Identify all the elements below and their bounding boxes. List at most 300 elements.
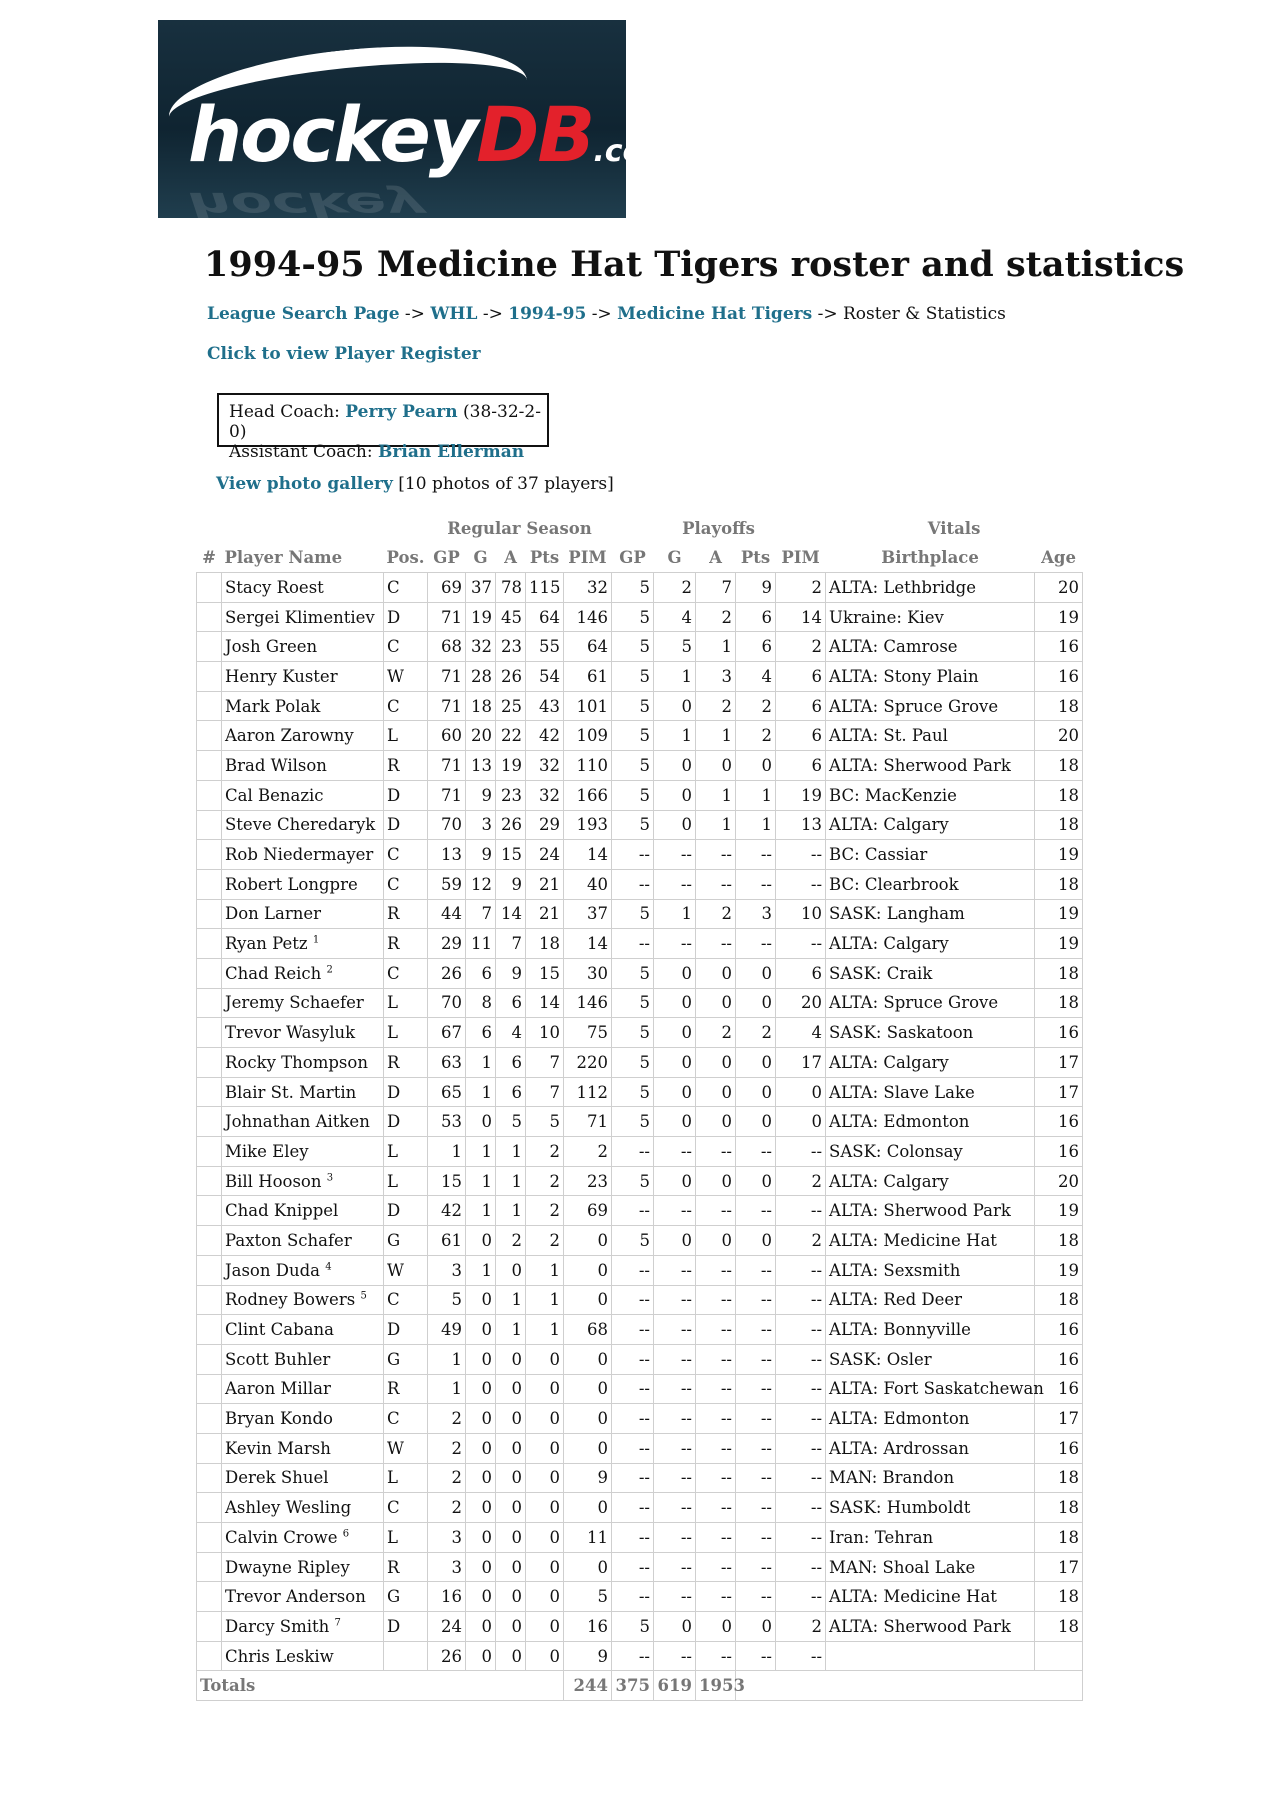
- table-row: [197, 721, 1083, 751]
- column-header[interactable]: Pts: [529, 548, 560, 567]
- player-name-cell[interactable]: [222, 1285, 384, 1315]
- birthplace-cell: MAN: Shoal Lake: [826, 1552, 1035, 1582]
- stat-cell: 3: [736, 899, 776, 929]
- stat-cell: 55: [526, 632, 564, 662]
- player-name[interactable]: Derek Shuel: [225, 1468, 329, 1488]
- player-name[interactable]: Kevin Marsh: [225, 1438, 331, 1458]
- birthplace-cell: ALTA: Lethbridge: [826, 573, 1035, 603]
- stat-cell: 0: [466, 1612, 496, 1642]
- player-name[interactable]: Rocky Thompson: [225, 1052, 368, 1072]
- birthplace-cell: SASK: Craik: [826, 958, 1035, 988]
- stat-cell: 32: [526, 780, 564, 810]
- age-cell: 19: [1035, 929, 1083, 959]
- stat-cell: 14: [496, 899, 526, 929]
- stat-cell: --: [696, 1137, 736, 1167]
- age-cell: 18: [1035, 1226, 1083, 1256]
- column-header[interactable]: G: [667, 548, 682, 567]
- stat-cell: --: [612, 1374, 654, 1404]
- stat-cell: --: [612, 1523, 654, 1553]
- age-cell: 18: [1035, 810, 1083, 840]
- row-number: [197, 988, 222, 1018]
- stat-cell: --: [776, 929, 826, 959]
- stat-cell: 2: [776, 1226, 826, 1256]
- birthplace-cell: ALTA: Stony Plain: [826, 662, 1035, 692]
- stat-cell: 43: [526, 691, 564, 721]
- stat-cell: 0: [736, 1226, 776, 1256]
- stat-cell: 1: [696, 721, 736, 751]
- player-name-cell[interactable]: [222, 632, 384, 662]
- stat-cell: --: [776, 1433, 826, 1463]
- table-row: [197, 1077, 1083, 1107]
- player-name-cell[interactable]: [222, 1077, 384, 1107]
- stat-cell: --: [654, 929, 696, 959]
- player-name-cell[interactable]: [222, 988, 384, 1018]
- stat-cell: 2: [736, 1018, 776, 1048]
- stat-cell: 0: [564, 1344, 612, 1374]
- row-number: [197, 602, 222, 632]
- player-name-cell[interactable]: [222, 1315, 384, 1345]
- player-name-cell[interactable]: [222, 602, 384, 632]
- stat-cell: 14: [526, 988, 564, 1018]
- stat-cell: 1: [736, 810, 776, 840]
- stat-cell: 112: [564, 1077, 612, 1107]
- stat-cell: 4: [654, 602, 696, 632]
- stat-cell: 22: [496, 721, 526, 751]
- group-vitals: Vitals: [927, 519, 981, 538]
- birthplace-cell: ALTA: Red Deer: [826, 1285, 1035, 1315]
- stat-cell: 0: [466, 1552, 496, 1582]
- stat-cell: 0: [564, 1493, 612, 1523]
- birthplace-cell: [826, 1641, 1035, 1671]
- stat-cell: 9: [496, 958, 526, 988]
- player-name[interactable]: Trevor Anderson: [225, 1587, 366, 1607]
- player-name-cell[interactable]: [222, 1374, 384, 1404]
- player-name[interactable]: Mark Polak: [225, 696, 321, 716]
- birthplace-cell: ALTA: Camrose: [826, 632, 1035, 662]
- player-name[interactable]: Mike Eley: [225, 1141, 309, 1161]
- stat-cell: 6: [776, 958, 826, 988]
- stat-cell: 2: [776, 1612, 826, 1642]
- player-name[interactable]: Dwayne Ripley: [225, 1557, 350, 1577]
- table-row: [197, 632, 1083, 662]
- row-number: [197, 662, 222, 692]
- stat-cell: --: [654, 1315, 696, 1345]
- player-name[interactable]: Jeremy Schaefer: [225, 993, 364, 1013]
- table-row: [197, 573, 1083, 603]
- stat-cell: 32: [466, 632, 496, 662]
- stat-cell: 63: [428, 1048, 466, 1078]
- stat-cell: --: [736, 1433, 776, 1463]
- stat-cell: --: [776, 1196, 826, 1226]
- position-cell: R: [384, 1374, 428, 1404]
- player-name-cell[interactable]: [222, 958, 384, 988]
- player-name[interactable]: Blair St. Martin: [225, 1082, 357, 1102]
- stat-cell: --: [696, 1641, 736, 1671]
- position-cell: R: [384, 751, 428, 781]
- stat-cell: 0: [496, 1641, 526, 1671]
- assistant-coach-link[interactable]: Brian Ellerman: [378, 442, 525, 462]
- stat-cell: 0: [736, 1048, 776, 1078]
- stat-cell: 6: [466, 958, 496, 988]
- stat-cell: --: [736, 1137, 776, 1167]
- age-cell: 20: [1035, 1166, 1083, 1196]
- player-name-cell[interactable]: [222, 1344, 384, 1374]
- stat-cell: 0: [696, 751, 736, 781]
- player-name[interactable]: Henry Kuster: [225, 666, 338, 686]
- player-name[interactable]: Stacy Roest: [225, 577, 324, 597]
- stat-cell: --: [776, 1641, 826, 1671]
- column-header[interactable]: GP: [433, 548, 460, 567]
- stat-cell: 0: [696, 1077, 736, 1107]
- stat-cell: 0: [564, 1374, 612, 1404]
- player-name-cell[interactable]: [222, 1463, 384, 1493]
- stat-cell: 0: [696, 958, 736, 988]
- stat-cell: 2: [776, 632, 826, 662]
- row-number: [197, 721, 222, 751]
- stat-cell: --: [736, 1493, 776, 1523]
- age-cell: 18: [1035, 1493, 1083, 1523]
- stat-cell: 0: [526, 1582, 564, 1612]
- table-row: [197, 1107, 1083, 1137]
- position-cell: C: [384, 1404, 428, 1434]
- birthplace-cell: Ukraine: Kiev: [826, 602, 1035, 632]
- stat-cell: 2: [496, 1226, 526, 1256]
- stat-cell: 42: [526, 721, 564, 751]
- player-name-cell[interactable]: [222, 1107, 384, 1137]
- stat-cell: --: [696, 1493, 736, 1523]
- column-header[interactable]: Pos.: [386, 548, 425, 567]
- row-number: [197, 632, 222, 662]
- player-name[interactable]: Sergei Klimentiev: [225, 607, 375, 627]
- row-number: [197, 691, 222, 721]
- breadcrumb-season[interactable]: 1994-95: [508, 304, 587, 324]
- stat-cell: 0: [564, 1285, 612, 1315]
- player-name[interactable]: Trevor Wasyluk: [225, 1023, 356, 1043]
- stat-cell: 24: [526, 840, 564, 870]
- player-name-cell[interactable]: [222, 1048, 384, 1078]
- player-name[interactable]: Clint Cabana: [225, 1320, 335, 1340]
- column-header[interactable]: PIM: [568, 548, 607, 567]
- stat-cell: 5: [612, 1048, 654, 1078]
- stat-cell: --: [736, 1196, 776, 1226]
- player-name-cell[interactable]: [222, 1226, 384, 1256]
- table-row: [197, 899, 1083, 929]
- player-name-cell[interactable]: [222, 573, 384, 603]
- stat-cell: 2: [696, 602, 736, 632]
- table-row: [197, 988, 1083, 1018]
- column-header[interactable]: Pts: [740, 548, 771, 567]
- stat-cell: 0: [496, 1433, 526, 1463]
- stat-cell: 1: [696, 810, 736, 840]
- birthplace-cell: ALTA: Sherwood Park: [826, 751, 1035, 781]
- birthplace-cell: ALTA: Bonnyville: [826, 1315, 1035, 1345]
- page-title: 1994-95 Medicine Hat Tigers roster and statistics: [204, 244, 1185, 285]
- stat-cell: 68: [564, 1315, 612, 1345]
- stat-cell: 1: [654, 899, 696, 929]
- player-name-cell[interactable]: [222, 1552, 384, 1582]
- stat-cell: 40: [564, 869, 612, 899]
- stat-cell: 67: [428, 1018, 466, 1048]
- stat-cell: 9: [564, 1641, 612, 1671]
- stat-cell: --: [612, 1552, 654, 1582]
- footnote-marker: 7: [334, 1617, 341, 1629]
- player-name[interactable]: Brad Wilson: [225, 755, 327, 775]
- position-cell: G: [384, 1226, 428, 1256]
- row-number: [197, 1463, 222, 1493]
- player-name[interactable]: Calvin Crowe: [225, 1527, 338, 1547]
- player-name[interactable]: Don Larner: [225, 904, 321, 924]
- footnote-marker: 3: [326, 1172, 334, 1184]
- column-header[interactable]: Birthplace: [881, 548, 979, 567]
- stat-cell: 0: [736, 751, 776, 781]
- player-name[interactable]: Chris Leskiw: [225, 1646, 334, 1666]
- player-name[interactable]: Chad Reich: [225, 963, 322, 983]
- player-register-link[interactable]: Click to view Player Register: [207, 344, 481, 364]
- position-cell: D: [384, 1107, 428, 1137]
- stat-cell: 2: [696, 1018, 736, 1048]
- age-cell: 18: [1035, 1612, 1083, 1642]
- player-name-cell[interactable]: [222, 780, 384, 810]
- stat-cell: 0: [654, 810, 696, 840]
- player-name[interactable]: Steve Cheredaryk: [225, 815, 376, 835]
- age-cell: 18: [1035, 1285, 1083, 1315]
- position-cell: C: [384, 840, 428, 870]
- stat-cell: 0: [654, 1018, 696, 1048]
- stat-cell: --: [736, 1582, 776, 1612]
- column-header[interactable]: A: [504, 548, 517, 567]
- player-name[interactable]: Aaron Millar: [225, 1379, 331, 1399]
- stat-cell: 0: [466, 1463, 496, 1493]
- birthplace-cell: Iran: Tehran: [826, 1523, 1035, 1553]
- player-name[interactable]: Ryan Petz: [225, 934, 308, 954]
- stat-cell: 23: [496, 632, 526, 662]
- player-name-cell[interactable]: [222, 1612, 384, 1642]
- age-cell: 16: [1035, 1137, 1083, 1167]
- row-number: [197, 1374, 222, 1404]
- column-header[interactable]: PIM: [781, 548, 820, 567]
- stat-cell: 5: [612, 1612, 654, 1642]
- breadcrumb-team[interactable]: Medicine Hat Tigers: [617, 304, 813, 324]
- coach-box: Head Coach: Perry Pearn (38-32-2-0) Assistant Coach: Brian Ellerman: [217, 393, 549, 447]
- position-cell: D: [384, 810, 428, 840]
- stat-cell: 61: [564, 662, 612, 692]
- player-name-cell[interactable]: [222, 899, 384, 929]
- player-name[interactable]: Aaron Zarowny: [225, 726, 354, 746]
- stat-cell: 26: [496, 662, 526, 692]
- player-name[interactable]: Bryan Kondo: [225, 1409, 333, 1429]
- player-name-cell[interactable]: [222, 1404, 384, 1434]
- stat-cell: 15: [526, 958, 564, 988]
- table-row: [197, 1285, 1083, 1315]
- column-header[interactable]: Player Name: [224, 548, 343, 567]
- stat-cell: 1: [526, 1315, 564, 1345]
- age-cell: 20: [1035, 721, 1083, 751]
- position-cell: C: [384, 632, 428, 662]
- stat-cell: 0: [496, 1582, 526, 1612]
- stat-cell: 0: [526, 1463, 564, 1493]
- stat-cell: 8: [466, 988, 496, 1018]
- player-name-cell[interactable]: [222, 1137, 384, 1167]
- player-name[interactable]: Paxton Schafer: [225, 1230, 352, 1250]
- column-header[interactable]: GP: [619, 548, 646, 567]
- position-cell: R: [384, 1048, 428, 1078]
- stat-cell: 0: [526, 1612, 564, 1642]
- player-name[interactable]: Scott Buhler: [225, 1349, 331, 1369]
- player-name[interactable]: Rob Niedermayer: [225, 845, 374, 865]
- player-name-cell[interactable]: [222, 662, 384, 692]
- player-name[interactable]: Johnathan Aitken: [225, 1112, 370, 1132]
- stat-cell: 68: [428, 632, 466, 662]
- stat-cell: --: [736, 840, 776, 870]
- stat-cell: 5: [612, 958, 654, 988]
- stat-cell: 3: [428, 1552, 466, 1582]
- player-name-cell[interactable]: [222, 1018, 384, 1048]
- stat-cell: 146: [564, 602, 612, 632]
- stat-cell: 26: [496, 810, 526, 840]
- stat-cell: --: [612, 1433, 654, 1463]
- player-name-cell[interactable]: [222, 1523, 384, 1553]
- site-logo[interactable]: [158, 20, 675, 226]
- stat-cell: 0: [654, 691, 696, 721]
- player-name-cell[interactable]: [222, 721, 384, 751]
- stat-cell: 37: [466, 573, 496, 603]
- birthplace-cell: ALTA: Edmonton: [826, 1404, 1035, 1434]
- player-name[interactable]: Jason Duda: [225, 1260, 320, 1280]
- row-number: [197, 1493, 222, 1523]
- stat-cell: 14: [564, 840, 612, 870]
- stat-cell: 0: [496, 1255, 526, 1285]
- stat-cell: --: [736, 929, 776, 959]
- column-header[interactable]: G: [473, 548, 488, 567]
- row-number: [197, 1196, 222, 1226]
- stat-cell: --: [696, 1196, 736, 1226]
- stat-cell: 2: [776, 573, 826, 603]
- row-number: [197, 958, 222, 988]
- player-name-cell[interactable]: [222, 929, 384, 959]
- player-name[interactable]: Bill Hooson: [225, 1171, 322, 1191]
- stat-cell: 2: [428, 1493, 466, 1523]
- stat-cell: 25: [496, 691, 526, 721]
- stat-cell: --: [612, 1641, 654, 1671]
- column-header[interactable]: #: [202, 548, 216, 567]
- photo-gallery-link[interactable]: View photo gallery: [216, 474, 393, 494]
- stat-cell: 0: [466, 1285, 496, 1315]
- player-name[interactable]: Robert Longpre: [225, 874, 358, 894]
- stat-cell: 64: [526, 602, 564, 632]
- position-cell: G: [384, 1582, 428, 1612]
- player-name[interactable]: Rodney Bowers: [225, 1290, 356, 1310]
- player-name-cell[interactable]: [222, 1196, 384, 1226]
- stat-cell: --: [736, 869, 776, 899]
- stat-cell: 9: [496, 869, 526, 899]
- stat-cell: 1: [496, 1166, 526, 1196]
- player-name[interactable]: Josh Green: [225, 637, 318, 657]
- stat-cell: 5: [612, 1077, 654, 1107]
- age-cell: 19: [1035, 1255, 1083, 1285]
- stat-cell: 101: [564, 691, 612, 721]
- stat-cell: 71: [428, 691, 466, 721]
- breadcrumb-whl[interactable]: WHL: [430, 304, 478, 324]
- stat-cell: 0: [654, 1166, 696, 1196]
- totals-value: 619: [654, 1671, 696, 1701]
- birthplace-cell: ALTA: Slave Lake: [826, 1077, 1035, 1107]
- position-cell: C: [384, 958, 428, 988]
- stat-cell: --: [612, 1463, 654, 1493]
- column-header-row: [197, 543, 1083, 573]
- stat-cell: 37: [564, 899, 612, 929]
- player-name-cell[interactable]: [222, 840, 384, 870]
- stat-cell: 42: [428, 1196, 466, 1226]
- stat-cell: 26: [428, 958, 466, 988]
- stat-cell: 32: [564, 573, 612, 603]
- table-row: [197, 1196, 1083, 1226]
- stat-cell: --: [696, 1344, 736, 1374]
- stat-cell: 0: [466, 1523, 496, 1553]
- column-header[interactable]: A: [709, 548, 722, 567]
- player-name-cell[interactable]: [222, 1433, 384, 1463]
- stat-cell: 71: [428, 602, 466, 632]
- stat-cell: 0: [466, 1344, 496, 1374]
- position-cell: W: [384, 662, 428, 692]
- stat-cell: 0: [654, 1077, 696, 1107]
- player-name-cell[interactable]: [222, 691, 384, 721]
- player-name[interactable]: Darcy Smith: [225, 1616, 330, 1636]
- player-name-cell[interactable]: [222, 869, 384, 899]
- player-name-cell[interactable]: [222, 1641, 384, 1671]
- player-name[interactable]: Ashley Wesling: [225, 1498, 352, 1518]
- row-number: [197, 1344, 222, 1374]
- stat-cell: 3: [466, 810, 496, 840]
- stat-cell: 2: [696, 899, 736, 929]
- stat-cell: 1: [496, 1315, 526, 1345]
- player-name[interactable]: Chad Knippel: [225, 1201, 339, 1221]
- stat-cell: --: [654, 1523, 696, 1553]
- age-cell: 18: [1035, 958, 1083, 988]
- stat-cell: --: [696, 1433, 736, 1463]
- breadcrumb-league-search[interactable]: League Search Page: [207, 304, 400, 324]
- column-header[interactable]: Age: [1041, 548, 1076, 567]
- stat-cell: 4: [736, 662, 776, 692]
- stat-cell: 5: [612, 1018, 654, 1048]
- player-name[interactable]: Cal Benazic: [225, 785, 324, 805]
- stat-cell: 28: [466, 662, 496, 692]
- player-name-cell[interactable]: [222, 1255, 384, 1285]
- roster-table: [196, 514, 1083, 1701]
- stat-cell: 6: [776, 662, 826, 692]
- player-name-cell[interactable]: [222, 810, 384, 840]
- player-name-cell[interactable]: [222, 1493, 384, 1523]
- stat-cell: --: [696, 1315, 736, 1345]
- stat-cell: 5: [612, 899, 654, 929]
- stat-cell: 1: [466, 1048, 496, 1078]
- row-number: [197, 1048, 222, 1078]
- stat-cell: --: [654, 1552, 696, 1582]
- player-name-cell[interactable]: [222, 751, 384, 781]
- row-number: [197, 1107, 222, 1137]
- stat-cell: 1: [654, 662, 696, 692]
- stat-cell: 5: [612, 573, 654, 603]
- stat-cell: 44: [428, 899, 466, 929]
- age-cell: 17: [1035, 1048, 1083, 1078]
- stat-cell: 0: [496, 1493, 526, 1523]
- age-cell: 19: [1035, 899, 1083, 929]
- position-cell: C: [384, 691, 428, 721]
- head-coach-link[interactable]: Perry Pearn: [345, 402, 458, 422]
- player-name-cell[interactable]: [222, 1166, 384, 1196]
- player-name-cell[interactable]: [222, 1582, 384, 1612]
- table-row: [197, 1433, 1083, 1463]
- stat-cell: 6: [466, 1018, 496, 1048]
